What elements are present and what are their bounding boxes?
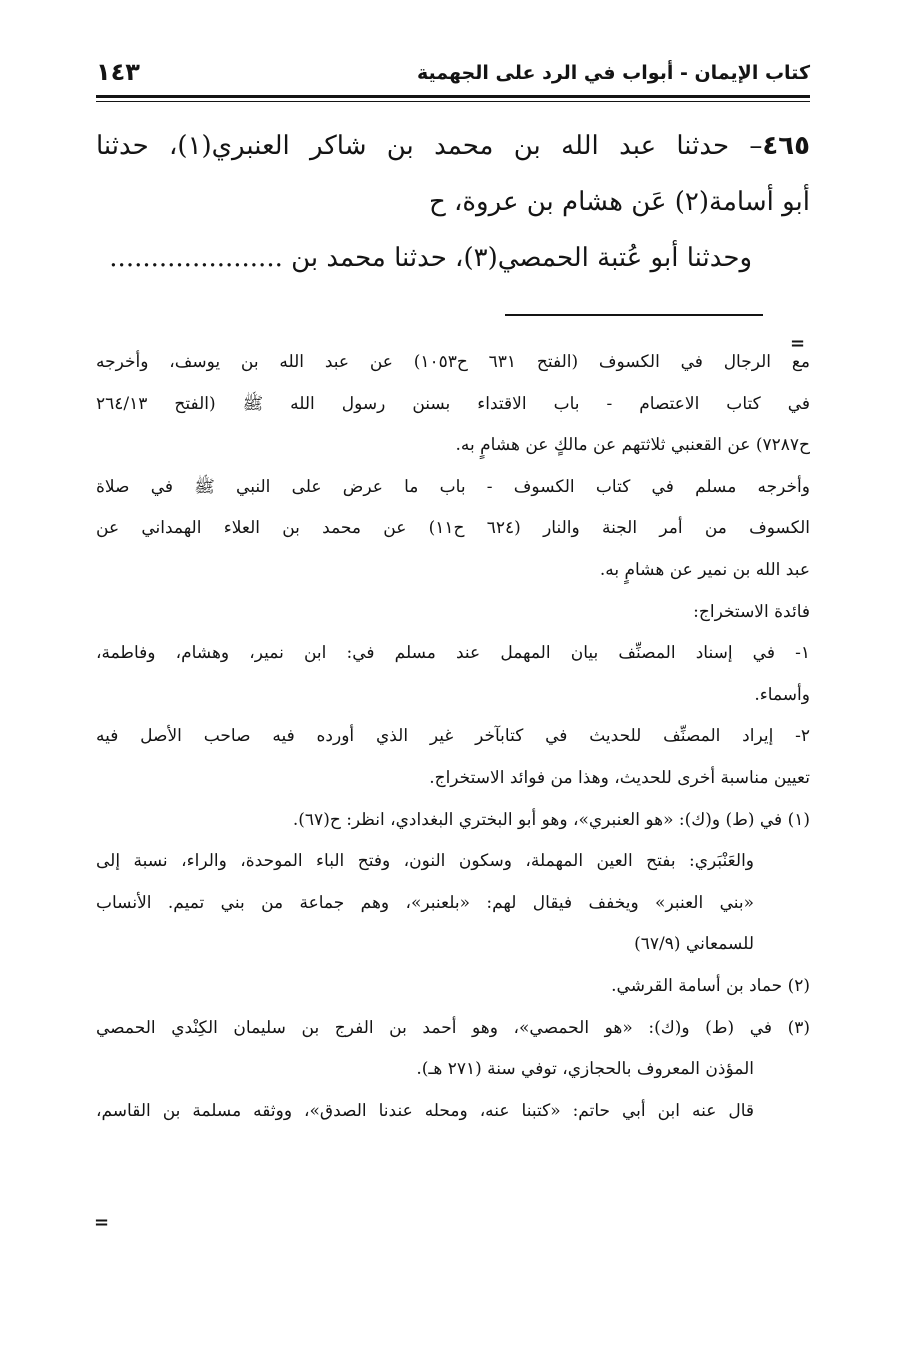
- footnote-line: فائدة الاستخراج:: [693, 601, 810, 622]
- footnote-line: (١) في (ط) و(ك): «هو العنبري»، وهو أبو البختري البغدادي، انظر: ح(٦٧).: [292, 809, 810, 830]
- hadith-line-text: – حدثنا عبد الله بن محمد بن شاكر العنبري(١)، حدثنا: [96, 131, 763, 161]
- header-rule: [96, 95, 810, 98]
- footnote-line: والعَنْبَري: بفتح العين المهملة، وسكون النون، وفتح الباء الموحدة، والراء، نسبة إلى: [96, 851, 754, 872]
- footnotes: [96, 342, 810, 1132]
- footnote-line: عبد الله بن نمير عن هشامٍ به.: [599, 559, 810, 580]
- footnote-line: ح٧٢٨٧) عن القعنبي ثلاثتهم عن مالكٍ عن هشامٍ به.: [455, 435, 810, 456]
- hadith-line-text: وحدثنا أبو عُتبة الحمصي(٣)، حدثنا محمد بن .....................: [109, 243, 752, 273]
- footnote-line: المؤذن المعروف بالحجازي، توفي سنة (٢٧١ هـ).: [416, 1059, 754, 1080]
- hadith-number: ٤٦٥: [762, 131, 810, 161]
- page-number: ١٤٣: [96, 58, 140, 86]
- footnote-line: قال عنه ابن أبي حاتم: «كتبنا عنه، ومحله عندنا الصدق»، ووثقه مسلمة بن القاسم،: [96, 1100, 754, 1121]
- footnote-line: «بني العنبر» ويخفف فيقال لهم: «بلعنبر»، وهم جماعة من بني تميم. الأنساب: [96, 892, 754, 913]
- footnote-line: ١- في إسناد المصنِّف بيان المهمل عند مسلم في: ابن نمير، وهشام، وفاطمة،: [96, 643, 810, 664]
- header-rule-thin: [96, 101, 810, 102]
- continued-mark: =: [94, 1212, 110, 1233]
- footnote-line: وأسماء.: [754, 684, 810, 705]
- footnote-line: تعيين مناسبة أخرى للحديث، وهذا من فوائد الاستخراج.: [429, 767, 810, 788]
- hadith-line: [96, 174, 810, 230]
- footnote-line: (٢) حماد بن أسامة القرشي.: [611, 975, 810, 996]
- footnote-line: (٣) في (ط) و(ك): «هو الحمصي»، وهو أحمد بن الفرج بن سليمان الكِنْدي الحمصي: [96, 1017, 810, 1038]
- running-header: [96, 58, 810, 92]
- footnote-line: الكسوف من أمر الجنة والنار (٦٢٤ ح١١) عن محمد بن العلاء الهمداني عن: [96, 518, 810, 539]
- hadith-text: [96, 118, 810, 286]
- header-title: كتاب الإيمان - أبواب في الرد على الجهمية: [416, 62, 810, 84]
- hadith-line: [96, 118, 810, 174]
- footnote-separator: [505, 314, 763, 316]
- footnote-line: في كتاب الاعتصام - باب الاقتداء بسنن رسول الله ﷺ (الفتح ٢٦٤/١٣: [96, 393, 810, 414]
- footnote-line: للسمعاني (٦٧/٩): [634, 934, 754, 955]
- hadith-line: [96, 230, 810, 286]
- footnote-line: وأخرجه مسلم في كتاب الكسوف - باب ما عرض على النبي ﷺ في صلاة: [96, 476, 810, 497]
- footnote-line: ٢- إيراد المصنِّف للحديث في كتابآخر غير الذي أورده فيه صاحب الأصل فيه: [96, 726, 810, 747]
- hadith-line-text: أبو أسامة(٢) عَن هشام بن عروة، ح: [428, 187, 810, 217]
- continuation-mark: =: [790, 333, 806, 354]
- footnote-line: مع الرجال في الكسوف (الفتح ٦٣١ ح١٠٥٣) عن عبد الله بن يوسف، وأخرجه: [96, 352, 810, 372]
